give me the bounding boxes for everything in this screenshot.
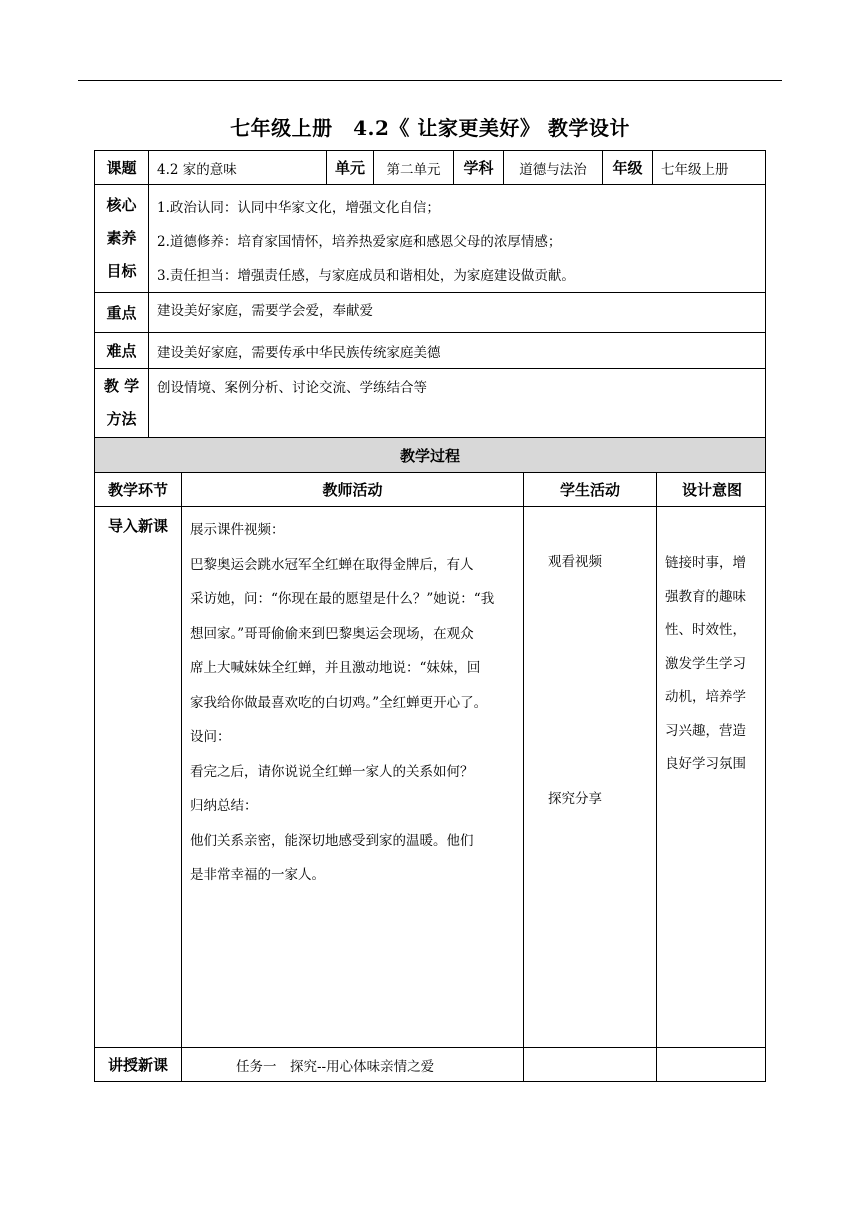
intent-line: 强教育的趣味 xyxy=(665,588,746,605)
difficulty-value: 建设美好家庭，需要传承中华民族传统家庭美德 xyxy=(148,333,767,368)
method-label-line: 方法 xyxy=(106,410,137,428)
document-title: 七年级上册 4.2《 让家更美好》 教学设计 xyxy=(230,116,630,140)
student-activity-explore: 探究分享 xyxy=(548,791,602,807)
header-rule xyxy=(78,80,782,81)
teacher-line: 归纳总结： xyxy=(190,798,258,814)
difficulty-label: 难点 xyxy=(106,342,137,360)
intent-line: 激发学生学习 xyxy=(665,655,746,672)
unit-value: 第二单元 xyxy=(373,151,453,184)
intro-student-activity xyxy=(523,507,656,1047)
goal-item: 3.责任担当：增强责任感，与家庭成员和谐相处，为家庭建设做贡献。 xyxy=(157,268,575,284)
lesson-plan-table xyxy=(94,150,766,1082)
lecture-stage: 讲授新课 xyxy=(107,1056,168,1074)
goal-item: 2.道德修养：培育家国情怀，培养热爱家庭和感恩父母的浓厚情感； xyxy=(157,234,562,250)
goal-item: 1.政治认同：认同中华家文化，增强文化自信； xyxy=(157,200,440,216)
method-value: 创设情境、案例分析、讨论交流、学练结合等 xyxy=(148,369,767,437)
col-student-header: 学生活动 xyxy=(523,473,656,506)
lecture-row xyxy=(94,1048,766,1082)
goals-label-line: 核心 xyxy=(106,196,137,214)
intro-stage: 导入新课 xyxy=(107,517,168,535)
teacher-line: 设问： xyxy=(190,729,231,745)
teacher-line: 看完之后，请你说说全红蝉一家人的关系如何？ xyxy=(190,763,474,780)
method-label xyxy=(95,369,148,437)
teacher-line: 是非常幸福的一家人。 xyxy=(190,867,325,883)
lecture-design-intent xyxy=(656,1048,767,1081)
grade-label: 年级 xyxy=(602,151,652,184)
method-row xyxy=(94,369,766,438)
key-point-label: 重点 xyxy=(106,304,137,322)
teacher-line: 家我给你做最喜欢吃的白切鸡。”全红蝉更开心了。 xyxy=(190,694,488,711)
key-point-row xyxy=(94,293,766,333)
intent-line: 性、时效性， xyxy=(665,622,746,638)
lecture-student-activity xyxy=(523,1048,656,1081)
info-row xyxy=(94,150,766,185)
intent-line: 动机，培养学 xyxy=(665,689,746,705)
intent-line: 良好学习氛围 xyxy=(665,756,746,772)
goals-content xyxy=(148,185,767,292)
intent-line: 链接时事，增 xyxy=(665,555,746,571)
unit-label: 单元 xyxy=(326,151,373,184)
process-title: 教学过程 xyxy=(94,438,766,473)
intro-teacher-activity xyxy=(181,507,523,1047)
intro-row xyxy=(94,507,766,1048)
goals-label-line: 素养 xyxy=(106,229,137,247)
key-point-value: 建设美好家庭，需要学会爱，奉献爱 xyxy=(148,293,767,332)
goals-row xyxy=(94,185,766,293)
difficulty-row xyxy=(94,333,766,369)
col-intent-header: 设计意图 xyxy=(656,473,767,506)
teacher-line: 展示课件视频： xyxy=(190,522,285,538)
course-value: 4.2 家的意味 xyxy=(148,151,326,184)
course-label: 课题 xyxy=(106,159,137,177)
lecture-teacher-activity: 任务一 探究--用心体味亲情之爱 xyxy=(181,1048,523,1081)
intent-line: 习兴趣，营造 xyxy=(665,722,746,739)
teacher-line: 想回家。”哥哥偷偷来到巴黎奥运会现场，在观众 xyxy=(190,625,474,642)
col-stage-header: 教学环节 xyxy=(107,481,168,499)
grade-value: 七年级上册 xyxy=(652,151,767,184)
teacher-line: 巴黎奥运会跳水冠军全红蝉在取得金牌后，有人 xyxy=(190,556,474,573)
col-teacher-header: 教师活动 xyxy=(181,473,523,506)
teacher-line: 席上大喊妹妹全红蝉，并且激动地说：“妹妹，回 xyxy=(190,660,481,676)
teacher-line: 采访她，问：“你现在最的愿望是什么？”她说：“我 xyxy=(190,591,495,607)
intro-design-intent xyxy=(656,507,767,1047)
method-label-line: 教 学 xyxy=(103,377,140,395)
subject-value: 道德与法治 xyxy=(503,151,602,184)
student-activity-watch: 观看视频 xyxy=(548,554,602,570)
subject-label: 学科 xyxy=(453,151,503,184)
process-header-row xyxy=(94,473,766,507)
goals-label-line: 目标 xyxy=(106,262,137,280)
goals-label xyxy=(95,185,148,292)
teacher-line: 他们关系亲密，能深切地感受到家的温暖。他们 xyxy=(190,832,474,849)
